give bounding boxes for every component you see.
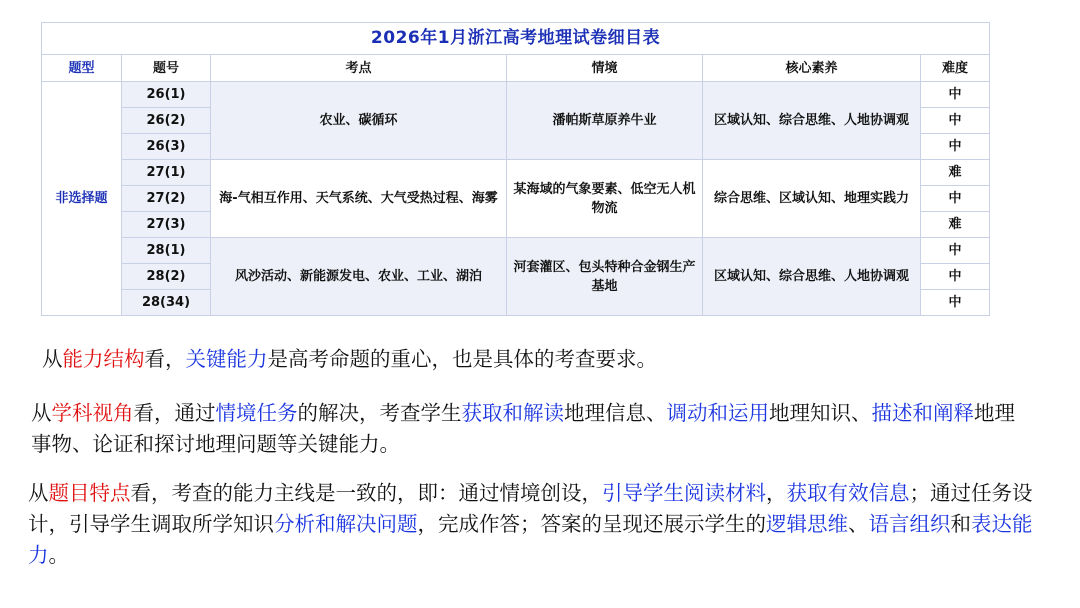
text-run: ；通过任务设计，引导学生调取所学知识 <box>28 481 1033 536</box>
literacy-cell: 综合思维、区域认知、地理实践力 <box>703 160 921 238</box>
highlight-blue: 获取有效信息 <box>786 481 910 505</box>
highlight-blue: 语言组织 <box>868 512 951 536</box>
paragraph-subject-perspective <box>31 398 1021 460</box>
difficulty-cell: 中 <box>921 264 990 290</box>
highlight-blue: 调动和运用 <box>666 401 769 425</box>
question-number: 28(2) <box>122 264 211 290</box>
highlight-blue: 获取和解读 <box>461 401 564 425</box>
context-cell: 潘帕斯草原养牛业 <box>507 82 703 160</box>
text-run: 和 <box>950 512 971 536</box>
question-number: 28(1) <box>122 238 211 264</box>
header-type: 题型 <box>42 55 122 82</box>
question-number: 27(2) <box>122 186 211 212</box>
highlight-blue: 关键能力 <box>185 347 268 371</box>
header-number: 题号 <box>122 55 211 82</box>
highlight-blue: 情境任务 <box>215 401 298 425</box>
text-run: 地理事物、论证和探讨地理问题等关键能力。 <box>31 401 1015 456</box>
text-run: 地理信息、 <box>564 401 667 425</box>
exam-point: 风沙活动、新能源发电、农业、工业、湖泊 <box>211 238 507 316</box>
context-cell: 河套灌区、包头特种合金钢生产基地 <box>507 238 703 316</box>
header-difficulty: 难度 <box>921 55 990 82</box>
highlight-blue: 描述和阐释 <box>871 401 974 425</box>
difficulty-cell: 中 <box>921 134 990 160</box>
highlight-red: 能力结构 <box>62 347 145 371</box>
text-run: 看，考查的能力主线是一致的，即：通过情境创设， <box>130 481 602 505</box>
difficulty-cell: 中 <box>921 290 990 316</box>
highlight-blue: 引导学生阅读材料 <box>602 481 766 505</box>
highlight-red: 题目特点 <box>48 481 131 505</box>
exam-point: 农业、碳循环 <box>211 82 507 160</box>
highlight-red: 学科视角 <box>51 401 134 425</box>
question-number: 26(3) <box>122 134 211 160</box>
header-point: 考点 <box>211 55 507 82</box>
paragraph-ability-structure <box>42 344 1042 375</box>
highlight-blue: 分析和解决问题 <box>274 512 418 536</box>
paragraph-question-features <box>28 478 1038 571</box>
text-run: 看， <box>144 347 186 371</box>
text-run: ， <box>766 481 787 505</box>
table-row <box>42 160 990 186</box>
exam-table-container <box>41 22 989 316</box>
question-type-cell: 非选择题 <box>42 82 122 316</box>
context-cell: 某海域的气象要素、低空无人机物流 <box>507 160 703 238</box>
text-run: 从 <box>28 481 49 505</box>
difficulty-cell: 中 <box>921 82 990 108</box>
text-run: 从 <box>31 401 52 425</box>
text-run: 从 <box>42 347 63 371</box>
text-run: 的解决，考查学生 <box>297 401 462 425</box>
text-run: 看，通过 <box>133 401 216 425</box>
difficulty-cell: 中 <box>921 238 990 264</box>
text-run: 、 <box>848 512 869 536</box>
difficulty-cell: 中 <box>921 186 990 212</box>
highlight-blue: 表达能力 <box>28 512 1033 567</box>
question-number: 26(2) <box>122 108 211 134</box>
exam-point: 海-气相互作用、天气系统、大气受热过程、海雾 <box>211 160 507 238</box>
table-row <box>42 238 990 264</box>
highlight-blue: 逻辑思维 <box>766 512 848 536</box>
text-run: 地理知识、 <box>769 401 872 425</box>
exam-detail-table <box>41 22 990 316</box>
question-number: 28(34) <box>122 290 211 316</box>
header-literacy: 核心素养 <box>703 55 921 82</box>
table-row <box>42 82 990 108</box>
difficulty-cell: 难 <box>921 160 990 186</box>
literacy-cell: 区域认知、综合思维、人地协调观 <box>703 238 921 316</box>
literacy-cell: 区域认知、综合思维、人地协调观 <box>703 82 921 160</box>
text-run: 。 <box>48 543 69 567</box>
question-number: 27(1) <box>122 160 211 186</box>
table-title: 2026年1月浙江高考地理试卷细目表 <box>42 23 990 55</box>
header-context: 情境 <box>507 55 703 82</box>
table-title-row <box>42 23 990 55</box>
text-run: ，完成作答；答案的呈现还展示学生的 <box>417 512 766 536</box>
question-number: 26(1) <box>122 82 211 108</box>
difficulty-cell: 中 <box>921 108 990 134</box>
question-number: 27(3) <box>122 212 211 238</box>
text-run: 是高考命题的重心，也是具体的考查要求。 <box>267 347 657 371</box>
difficulty-cell: 难 <box>921 212 990 238</box>
table-header-row <box>42 55 990 82</box>
